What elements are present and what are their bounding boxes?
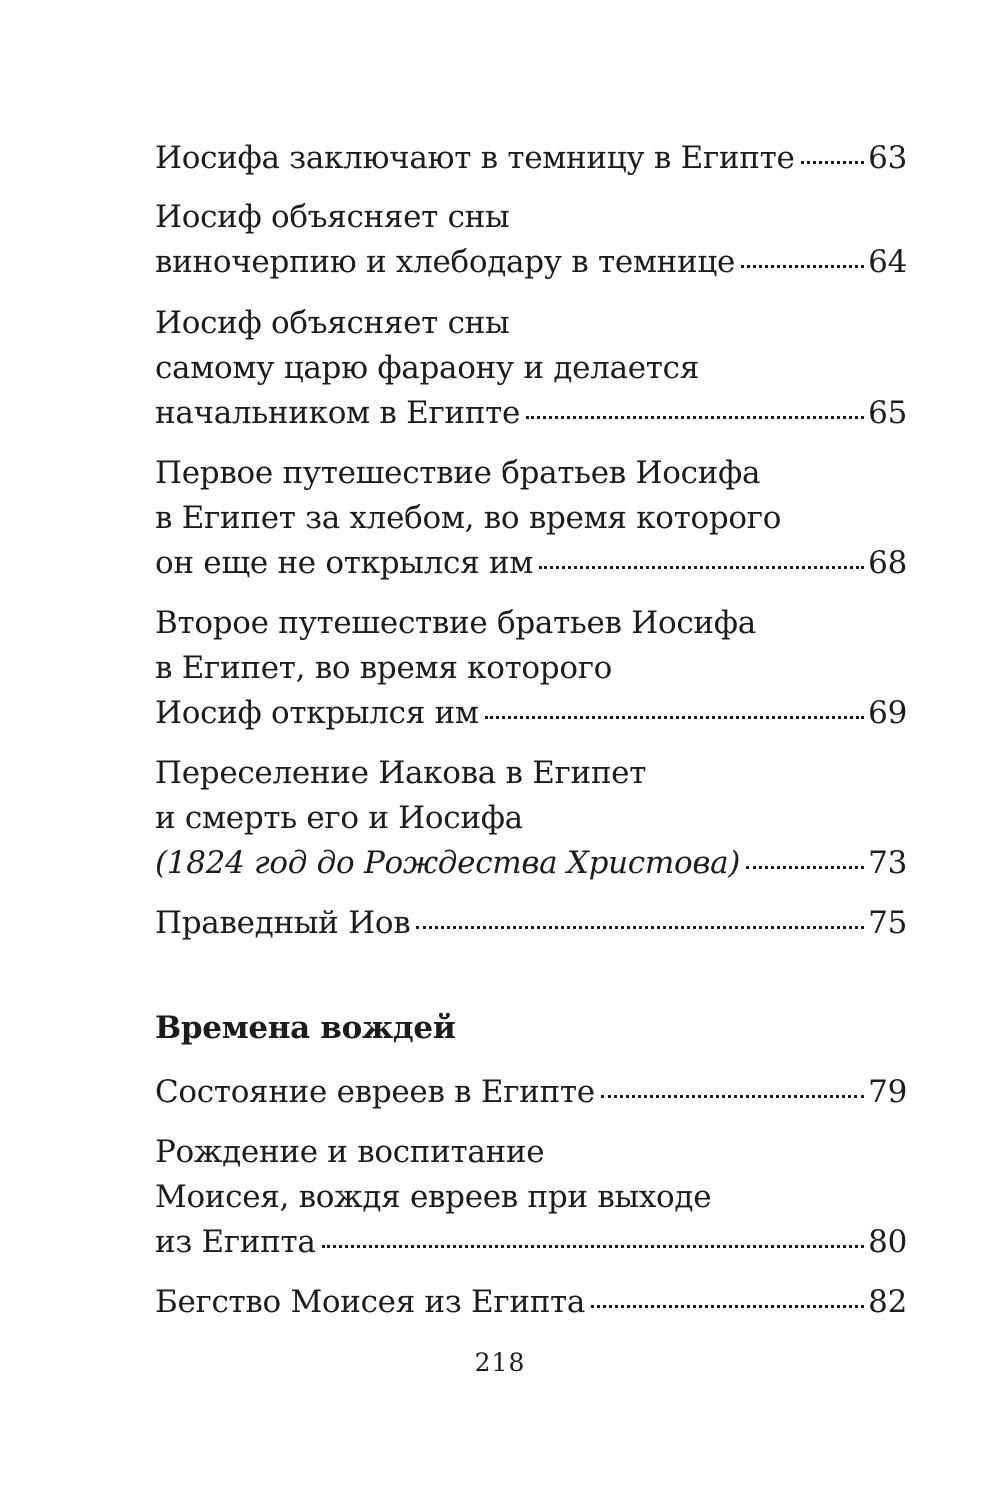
- toc-entry: [155, 136, 907, 181]
- toc-entry-page: 65: [868, 395, 907, 431]
- toc-entry-title: (1824 год до Рождества Христова): [155, 845, 741, 881]
- toc-entry-page: 75: [868, 905, 907, 941]
- section-heading: Времена вождей: [155, 1010, 456, 1046]
- toc-entry-title-line: Второе путешествие братьев Иосифа: [155, 605, 756, 641]
- toc-entry-title: Состояние евреев в Египте: [155, 1074, 595, 1110]
- dot-leader: [416, 926, 864, 929]
- dot-leader: [746, 866, 864, 869]
- toc-entry-page: 82: [868, 1284, 907, 1320]
- toc-entry-page: 73: [868, 845, 907, 881]
- toc-entry: [155, 1280, 907, 1325]
- toc-entry: [155, 301, 907, 436]
- toc-entry: [155, 901, 907, 946]
- toc-entry: [155, 1070, 907, 1115]
- dot-leader: [741, 265, 864, 268]
- toc-entry-page: 80: [868, 1224, 907, 1260]
- toc-entry-title-line: Рождение и воспитание: [155, 1134, 545, 1170]
- toc-entry-title-line: Иосиф объясняет сны: [155, 305, 510, 341]
- dot-leader: [801, 161, 865, 164]
- dot-leader: [539, 566, 864, 569]
- toc-entry-title-line: и смерть его и Иосифа: [155, 800, 523, 836]
- toc-entry-title-line: в Египет, во время которого: [155, 650, 613, 686]
- toc-entry-title: он еще не открылся им: [155, 545, 534, 581]
- toc-entry-page: 64: [868, 244, 907, 280]
- toc-entry-title: из Египта: [155, 1224, 316, 1260]
- page-number: 218: [474, 1348, 526, 1377]
- toc-entry-title: Иосифа заключают в темницу в Египте: [155, 140, 795, 176]
- toc-entry-title-line: Первое путешествие братьев Иосифа: [155, 455, 761, 491]
- toc-entry-title-line: самому царю фараону и делается: [155, 350, 699, 386]
- dot-leader: [601, 1095, 864, 1098]
- toc-entry-title-line: Иосиф объясняет сны: [155, 199, 510, 235]
- dot-leader: [322, 1245, 865, 1248]
- toc-entry: [155, 1130, 907, 1265]
- toc-entry: [155, 601, 907, 736]
- dot-leader: [591, 1305, 864, 1308]
- toc-entry-page: 69: [868, 695, 907, 731]
- toc-entry-title-line: Переселение Иакова в Египет: [155, 755, 647, 791]
- toc-entry-title: Праведный Иов: [155, 905, 411, 941]
- toc-entry: [155, 195, 907, 285]
- toc-entry-page: 63: [868, 140, 907, 176]
- toc-entry-page: 79: [868, 1074, 907, 1110]
- toc-entry-title-line: Моисея, вождя евреев при выходе: [155, 1179, 712, 1215]
- toc-entry: [155, 751, 907, 886]
- toc-entry-title: Бегство Моисея из Египта: [155, 1284, 586, 1320]
- dot-leader: [485, 716, 864, 719]
- toc-entry-page: 68: [868, 545, 907, 581]
- toc-entry-title: Иосиф открылся им: [155, 695, 479, 731]
- toc-entry-title-line: в Египет за хлебом, во время которого: [155, 500, 782, 536]
- toc-entry-title: виночерпию и хлебодару в темнице: [155, 244, 736, 280]
- toc-entry-title: начальником в Египте: [155, 395, 521, 431]
- toc-entry: [155, 451, 907, 586]
- dot-leader: [526, 416, 864, 419]
